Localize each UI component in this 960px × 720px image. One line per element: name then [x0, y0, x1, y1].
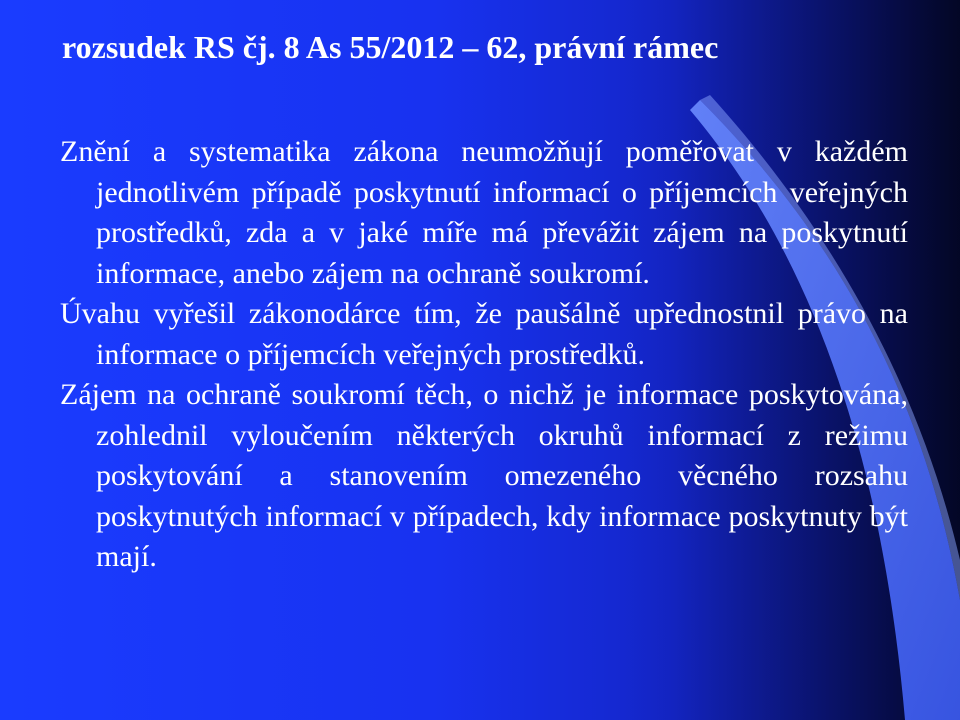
- paragraph-3: Zájem na ochraně soukromí těch, o nichž je informace poskytována, zohlednil vyloučením některých okruhů informací z režimu poskytování a stanovením omezeného věcného rozsahu poskytnutých informací v případech, kdy informace poskytnuty být mají.: [60, 378, 908, 573]
- paragraph-2: Úvahu vyřešil zákonodárce tím, že paušálně upřednostnil právo na informace o příjemcích veřejných prostředků.: [60, 297, 908, 371]
- paragraph-1: Znění a systematika zákona neumožňují poměřovat v každém jednotlivém případě poskytnutí informací o příjemcích veřejných prostředků, zda a v jaké míře má převážit zájem na poskytnutí informace, anebo zájem na ochraně soukromí.: [60, 135, 908, 290]
- slide-title: rozsudek RS čj. 8 As 55/2012 – 62, právní rámec: [62, 29, 719, 65]
- slide-body: [60, 132, 908, 578]
